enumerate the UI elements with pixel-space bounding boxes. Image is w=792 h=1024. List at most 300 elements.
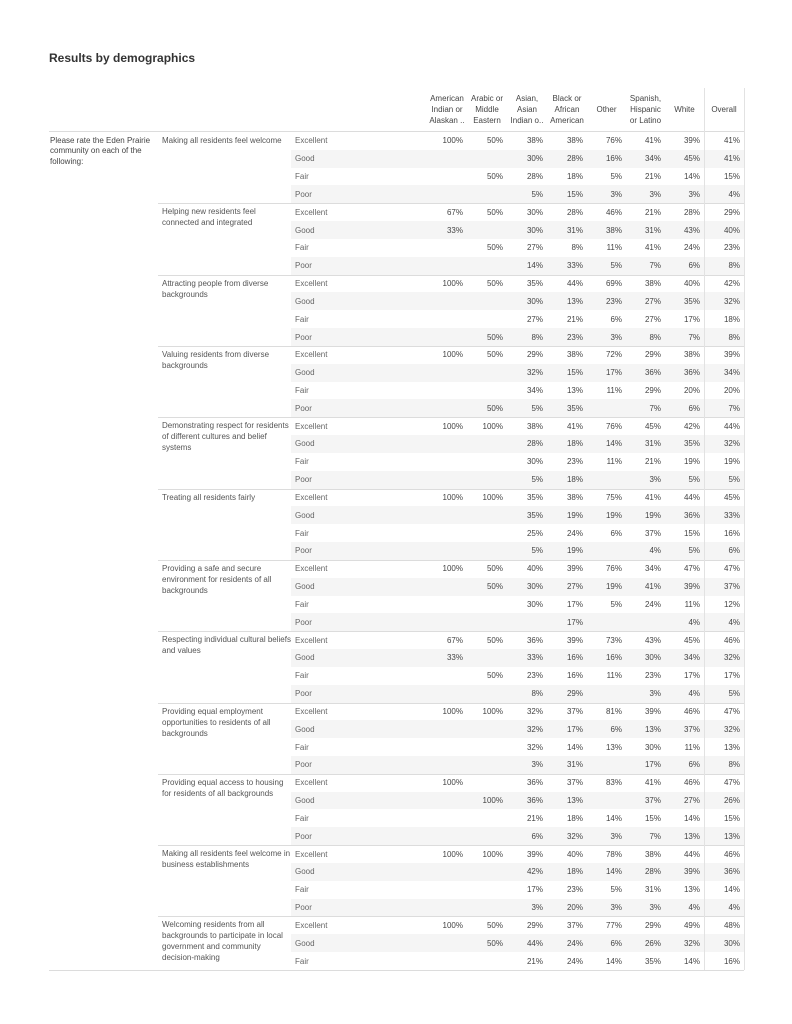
rating-label: Excellent [295, 849, 328, 859]
value-cell: 3% [610, 903, 622, 913]
value-cell: 6% [688, 760, 700, 770]
table-row [291, 720, 744, 738]
value-cell: 46% [683, 706, 700, 716]
value-cell: 21% [644, 172, 661, 182]
value-cell: 21% [526, 813, 543, 823]
value-cell: 16% [723, 956, 740, 966]
rating-label: Fair [295, 386, 309, 395]
value-cell: 38% [644, 849, 661, 859]
value-cell: 32% [683, 938, 700, 948]
value-cell: 50% [486, 938, 503, 948]
value-cell: 18% [566, 867, 583, 877]
value-cell: 6% [531, 831, 543, 841]
value-cell: 6% [610, 724, 622, 734]
value-cell: 14% [566, 742, 583, 752]
table-row [291, 150, 744, 168]
value-cell: 50% [486, 172, 503, 182]
item-group [158, 916, 744, 969]
value-cell: 13% [723, 831, 740, 841]
value-cell: 31% [566, 760, 583, 770]
value-cell: 45% [683, 635, 700, 645]
table-row [291, 417, 744, 435]
item-group [158, 560, 744, 631]
table-row [291, 916, 744, 934]
table-row [291, 738, 744, 756]
value-cell: 42% [723, 279, 740, 289]
value-cell: 7% [649, 831, 661, 841]
value-cell: 16% [605, 653, 622, 663]
value-cell: 3% [531, 903, 543, 913]
rating-label: Fair [295, 528, 309, 538]
value-cell: 38% [566, 136, 583, 146]
value-cell: 7% [649, 403, 661, 413]
value-cell: 39% [683, 867, 700, 877]
value-cell: 46% [723, 849, 740, 859]
column-header-line: Eastern [473, 116, 501, 125]
value-cell: 11% [606, 386, 622, 395]
rating-label: Fair [295, 599, 309, 609]
item-group [158, 845, 744, 916]
rating-rows [291, 560, 744, 631]
value-cell: 45% [723, 492, 740, 502]
value-cell: 28% [526, 172, 543, 182]
value-cell: 35% [683, 439, 700, 449]
value-cell: 4% [688, 903, 700, 913]
value-cell: 29% [723, 207, 740, 217]
column-header-line: Indian o.. [510, 116, 544, 125]
results-table [49, 88, 744, 971]
value-cell: 78% [605, 849, 622, 859]
value-cell: 37% [644, 528, 661, 538]
value-cell: 27% [644, 314, 661, 324]
value-cell: 19% [644, 510, 661, 520]
value-cell: 32% [723, 439, 740, 449]
value-cell: 4% [649, 546, 661, 556]
item-label: Demonstrating respect for residents of different cultures and belief systems [162, 421, 289, 453]
value-cell: 23% [526, 671, 543, 681]
rating-label: Poor [295, 403, 312, 413]
value-cell: 38% [526, 136, 543, 146]
table-row [291, 185, 744, 203]
value-cell: 30% [526, 296, 543, 306]
value-cell: 42% [683, 421, 700, 431]
value-cell: 33% [446, 225, 463, 235]
item-group [158, 631, 744, 702]
column-header [547, 88, 587, 131]
value-cell: 11% [606, 243, 622, 253]
table-row [291, 471, 744, 489]
value-cell: 5% [610, 885, 622, 895]
rating-label: Excellent [295, 778, 328, 788]
value-cell: 46% [605, 207, 622, 217]
rating-label: Poor [295, 261, 312, 271]
value-cell: 37% [566, 706, 583, 716]
value-cell: 76% [605, 136, 622, 146]
table-row [291, 310, 744, 328]
value-cell: 35% [526, 510, 543, 520]
value-cell: 18% [566, 439, 583, 449]
value-cell: 4% [728, 617, 740, 627]
value-cell: 30% [526, 207, 543, 217]
value-cell: 32% [526, 742, 543, 752]
rating-label: Excellent [295, 207, 328, 217]
value-cell: 8% [531, 332, 543, 342]
value-cell: 50% [486, 243, 503, 253]
value-cell: 5% [728, 475, 740, 485]
value-cell: 11% [606, 671, 622, 681]
rating-label: Good [295, 368, 315, 378]
value-cell: 27% [644, 296, 661, 306]
value-cell: 15% [566, 368, 583, 378]
value-cell: 19% [723, 457, 740, 467]
rating-rows [291, 916, 744, 969]
value-cell: 17% [605, 368, 622, 378]
value-cell: 13% [644, 724, 661, 734]
item-label: Welcoming residents from all backgrounds to participate in local government and community decision-making [162, 920, 283, 963]
rating-label: Fair [295, 885, 309, 895]
value-cell: 30% [723, 938, 740, 948]
table-row [291, 382, 744, 400]
value-cell: 27% [526, 314, 543, 324]
rating-label: Good [295, 439, 315, 449]
value-cell: 11% [684, 742, 700, 752]
value-cell: 5% [531, 403, 543, 413]
rating-label: Good [295, 938, 315, 948]
value-cell: 35% [566, 403, 583, 413]
value-cell: 17% [683, 671, 700, 681]
value-cell: 44% [723, 421, 740, 431]
rating-rows [291, 203, 744, 274]
value-cell: 7% [649, 261, 661, 271]
value-cell: 50% [486, 207, 503, 217]
table-row [291, 756, 744, 774]
table-row [291, 952, 744, 970]
column-header-line: Black or [552, 94, 582, 103]
value-cell: 50% [486, 564, 503, 574]
value-cell: 5% [610, 261, 622, 271]
rating-label: Good [295, 296, 315, 306]
value-cell: 44% [526, 938, 543, 948]
value-cell: 6% [688, 261, 700, 271]
table-row [291, 596, 744, 614]
value-cell: 32% [723, 653, 740, 663]
value-cell: 37% [566, 920, 583, 930]
rating-label: Excellent [295, 920, 328, 930]
value-cell: 23% [566, 457, 583, 467]
rating-label: Excellent [295, 350, 328, 360]
value-cell: 14% [683, 956, 700, 966]
value-cell: 17% [683, 314, 700, 324]
value-cell: 100% [442, 778, 463, 788]
table-body [49, 132, 744, 970]
value-cell: 27% [526, 243, 543, 253]
rating-label: Excellent [295, 421, 328, 431]
item-group [158, 774, 744, 845]
value-cell: 21% [526, 956, 543, 966]
value-cell: 16% [723, 528, 740, 538]
table-row [291, 221, 744, 239]
item-group [158, 346, 744, 417]
rating-label: Poor [295, 617, 312, 627]
value-cell: 46% [723, 635, 740, 645]
value-cell: 50% [486, 635, 503, 645]
rating-label: Good [295, 154, 315, 164]
table-row [291, 809, 744, 827]
value-cell: 14% [683, 813, 700, 823]
table-row [291, 578, 744, 596]
value-cell: 14% [723, 885, 740, 895]
value-cell: 24% [566, 528, 583, 538]
value-cell: 39% [683, 582, 700, 592]
value-cell: 34% [644, 154, 661, 164]
item-group [158, 489, 744, 560]
rating-label: Fair [295, 671, 309, 681]
value-cell: 41% [644, 492, 661, 502]
value-cell: 38% [683, 350, 700, 360]
value-cell: 36% [644, 368, 661, 378]
value-cell: 4% [728, 903, 740, 913]
value-cell: 41% [566, 421, 583, 431]
value-cell: 23% [723, 243, 740, 253]
value-cell: 69% [605, 279, 622, 289]
value-cell: 50% [486, 403, 503, 413]
value-cell: 27% [566, 582, 583, 592]
rating-label: Good [295, 653, 315, 663]
table-row [291, 774, 744, 792]
value-cell: 8% [728, 760, 740, 770]
value-cell: 19% [605, 510, 622, 520]
value-cell: 5% [728, 689, 740, 699]
value-cell: 14% [605, 813, 622, 823]
value-cell: 30% [526, 599, 543, 609]
value-cell: 41% [644, 136, 661, 146]
value-cell: 15% [683, 528, 700, 538]
table-right-border [744, 88, 745, 970]
value-cell: 15% [723, 172, 740, 182]
value-cell: 47% [683, 564, 700, 574]
value-cell: 37% [644, 796, 661, 806]
column-header [587, 88, 626, 131]
value-cell: 3% [649, 689, 661, 699]
value-cell: 23% [644, 671, 661, 681]
column-header-line: Middle [475, 105, 499, 114]
value-cell: 48% [723, 920, 740, 930]
value-cell: 21% [644, 207, 661, 217]
value-cell: 17% [566, 724, 583, 734]
rating-label: Excellent [295, 492, 328, 502]
value-cell: 18% [566, 172, 583, 182]
rating-label: Fair [295, 314, 309, 324]
rating-label: Excellent [295, 635, 328, 645]
value-cell: 30% [526, 457, 543, 467]
value-cell: 29% [644, 920, 661, 930]
value-cell: 100% [442, 492, 463, 502]
table-row [291, 863, 744, 881]
column-header [626, 88, 665, 131]
overall-column-divider [704, 88, 705, 970]
column-header [665, 88, 704, 131]
value-cell: 45% [644, 421, 661, 431]
value-cell: 50% [486, 671, 503, 681]
table-row [291, 399, 744, 417]
value-cell: 40% [723, 225, 740, 235]
value-cell: 77% [605, 920, 622, 930]
value-cell: 14% [605, 439, 622, 449]
value-cell: 28% [566, 154, 583, 164]
value-cell: 21% [566, 314, 583, 324]
value-cell: 76% [605, 564, 622, 574]
table-row [291, 435, 744, 453]
item-label: Respecting individual cultural beliefs and values [162, 635, 291, 656]
value-cell: 17% [526, 885, 543, 895]
column-header-line: or Latino [629, 116, 662, 125]
value-cell: 16% [605, 154, 622, 164]
value-cell: 75% [605, 492, 622, 502]
value-cell: 43% [644, 635, 661, 645]
column-header [467, 88, 507, 131]
value-cell: 39% [683, 136, 700, 146]
table-row [291, 275, 744, 293]
value-cell: 30% [526, 582, 543, 592]
rating-label: Poor [295, 760, 312, 770]
value-cell: 23% [566, 332, 583, 342]
rating-label: Poor [295, 475, 312, 485]
value-cell: 28% [644, 867, 661, 877]
column-header-line: White [674, 105, 695, 114]
rating-label: Excellent [295, 136, 328, 146]
value-cell: 4% [728, 189, 740, 199]
value-cell: 3% [688, 189, 700, 199]
value-cell: 3% [649, 189, 661, 199]
value-cell: 100% [442, 136, 463, 146]
value-cell: 46% [683, 778, 700, 788]
value-cell: 41% [644, 778, 661, 788]
value-cell: 20% [566, 903, 583, 913]
column-header-line: Other [596, 105, 617, 114]
table-row [291, 524, 744, 542]
item-label: Attracting people from diverse backgrounds [162, 278, 269, 299]
value-cell: 33% [446, 653, 463, 663]
value-cell: 6% [610, 528, 622, 538]
row-header-question: Please rate the Eden Prairie community on each of the following: [50, 135, 151, 166]
value-cell: 50% [486, 332, 503, 342]
value-cell: 34% [644, 564, 661, 574]
value-cell: 5% [610, 599, 622, 609]
column-header-line: African [554, 105, 580, 114]
rating-label: Poor [295, 546, 312, 556]
value-cell: 8% [531, 689, 543, 699]
value-cell: 50% [486, 279, 503, 289]
value-cell: 8% [728, 332, 740, 342]
rating-label: Good [295, 724, 315, 734]
rating-label: Poor [295, 903, 312, 913]
column-header-line: Spanish, [629, 94, 662, 103]
value-cell: 44% [683, 849, 700, 859]
value-cell: 38% [644, 279, 661, 289]
value-cell: 8% [571, 243, 583, 253]
value-cell: 37% [566, 778, 583, 788]
value-cell: 50% [486, 136, 503, 146]
table-row [291, 346, 744, 364]
value-cell: 3% [531, 760, 543, 770]
table-row [291, 792, 744, 810]
rating-label: Excellent [295, 706, 328, 716]
value-cell: 36% [526, 635, 543, 645]
value-cell: 20% [683, 386, 700, 395]
rating-label: Fair [295, 742, 309, 752]
value-cell: 50% [486, 920, 503, 930]
value-cell: 13% [723, 742, 740, 752]
rating-label: Good [295, 582, 315, 592]
value-cell: 40% [526, 564, 543, 574]
value-cell: 17% [723, 671, 740, 681]
value-cell: 18% [723, 314, 740, 324]
value-cell: 3% [649, 475, 661, 485]
value-cell: 44% [683, 492, 700, 502]
value-cell: 15% [723, 813, 740, 823]
value-cell: 100% [442, 350, 463, 360]
value-cell: 27% [683, 796, 700, 806]
value-cell: 37% [723, 582, 740, 592]
value-cell: 100% [442, 920, 463, 930]
column-header-line: Hispanic [630, 105, 661, 114]
item-label: Valuing residents from diverse backgrounds [162, 349, 270, 370]
value-cell: 30% [526, 154, 543, 164]
table-row [291, 934, 744, 952]
value-cell: 5% [531, 475, 543, 485]
value-cell: 6% [728, 546, 740, 556]
value-cell: 19% [566, 510, 583, 520]
table-row [291, 453, 744, 471]
value-cell: 13% [566, 796, 583, 806]
value-cell: 29% [526, 920, 543, 930]
value-cell: 72% [605, 350, 622, 360]
value-cell: 29% [644, 350, 661, 360]
column-header-line: American [430, 94, 464, 103]
item-group [158, 417, 744, 488]
value-cell: 24% [683, 243, 700, 253]
value-cell: 19% [566, 546, 583, 556]
table-row [291, 364, 744, 382]
column-header [704, 88, 744, 131]
column-header-line: Asian, [515, 94, 539, 103]
column-headers [427, 88, 744, 131]
column-header-line: Asian [516, 105, 537, 114]
value-cell: 45% [683, 154, 700, 164]
value-cell: 7% [728, 403, 740, 413]
table-row [291, 132, 744, 150]
value-cell: 14% [605, 956, 622, 966]
value-cell: 5% [610, 172, 622, 182]
column-header [427, 88, 467, 131]
item-group [158, 703, 744, 774]
value-cell: 19% [683, 457, 700, 467]
item-groups [158, 132, 744, 970]
column-header-line: American [550, 116, 584, 125]
value-cell: 3% [610, 189, 622, 199]
value-cell: 38% [526, 421, 543, 431]
value-cell: 36% [723, 867, 740, 877]
table-row [291, 328, 744, 346]
value-cell: 100% [482, 706, 503, 716]
value-cell: 30% [644, 653, 661, 663]
value-cell: 83% [605, 778, 622, 788]
rating-label: Poor [295, 689, 312, 699]
table-row [291, 560, 744, 578]
column-header-line: Overall [711, 105, 737, 114]
value-cell: 38% [605, 225, 622, 235]
value-cell: 33% [566, 261, 583, 271]
